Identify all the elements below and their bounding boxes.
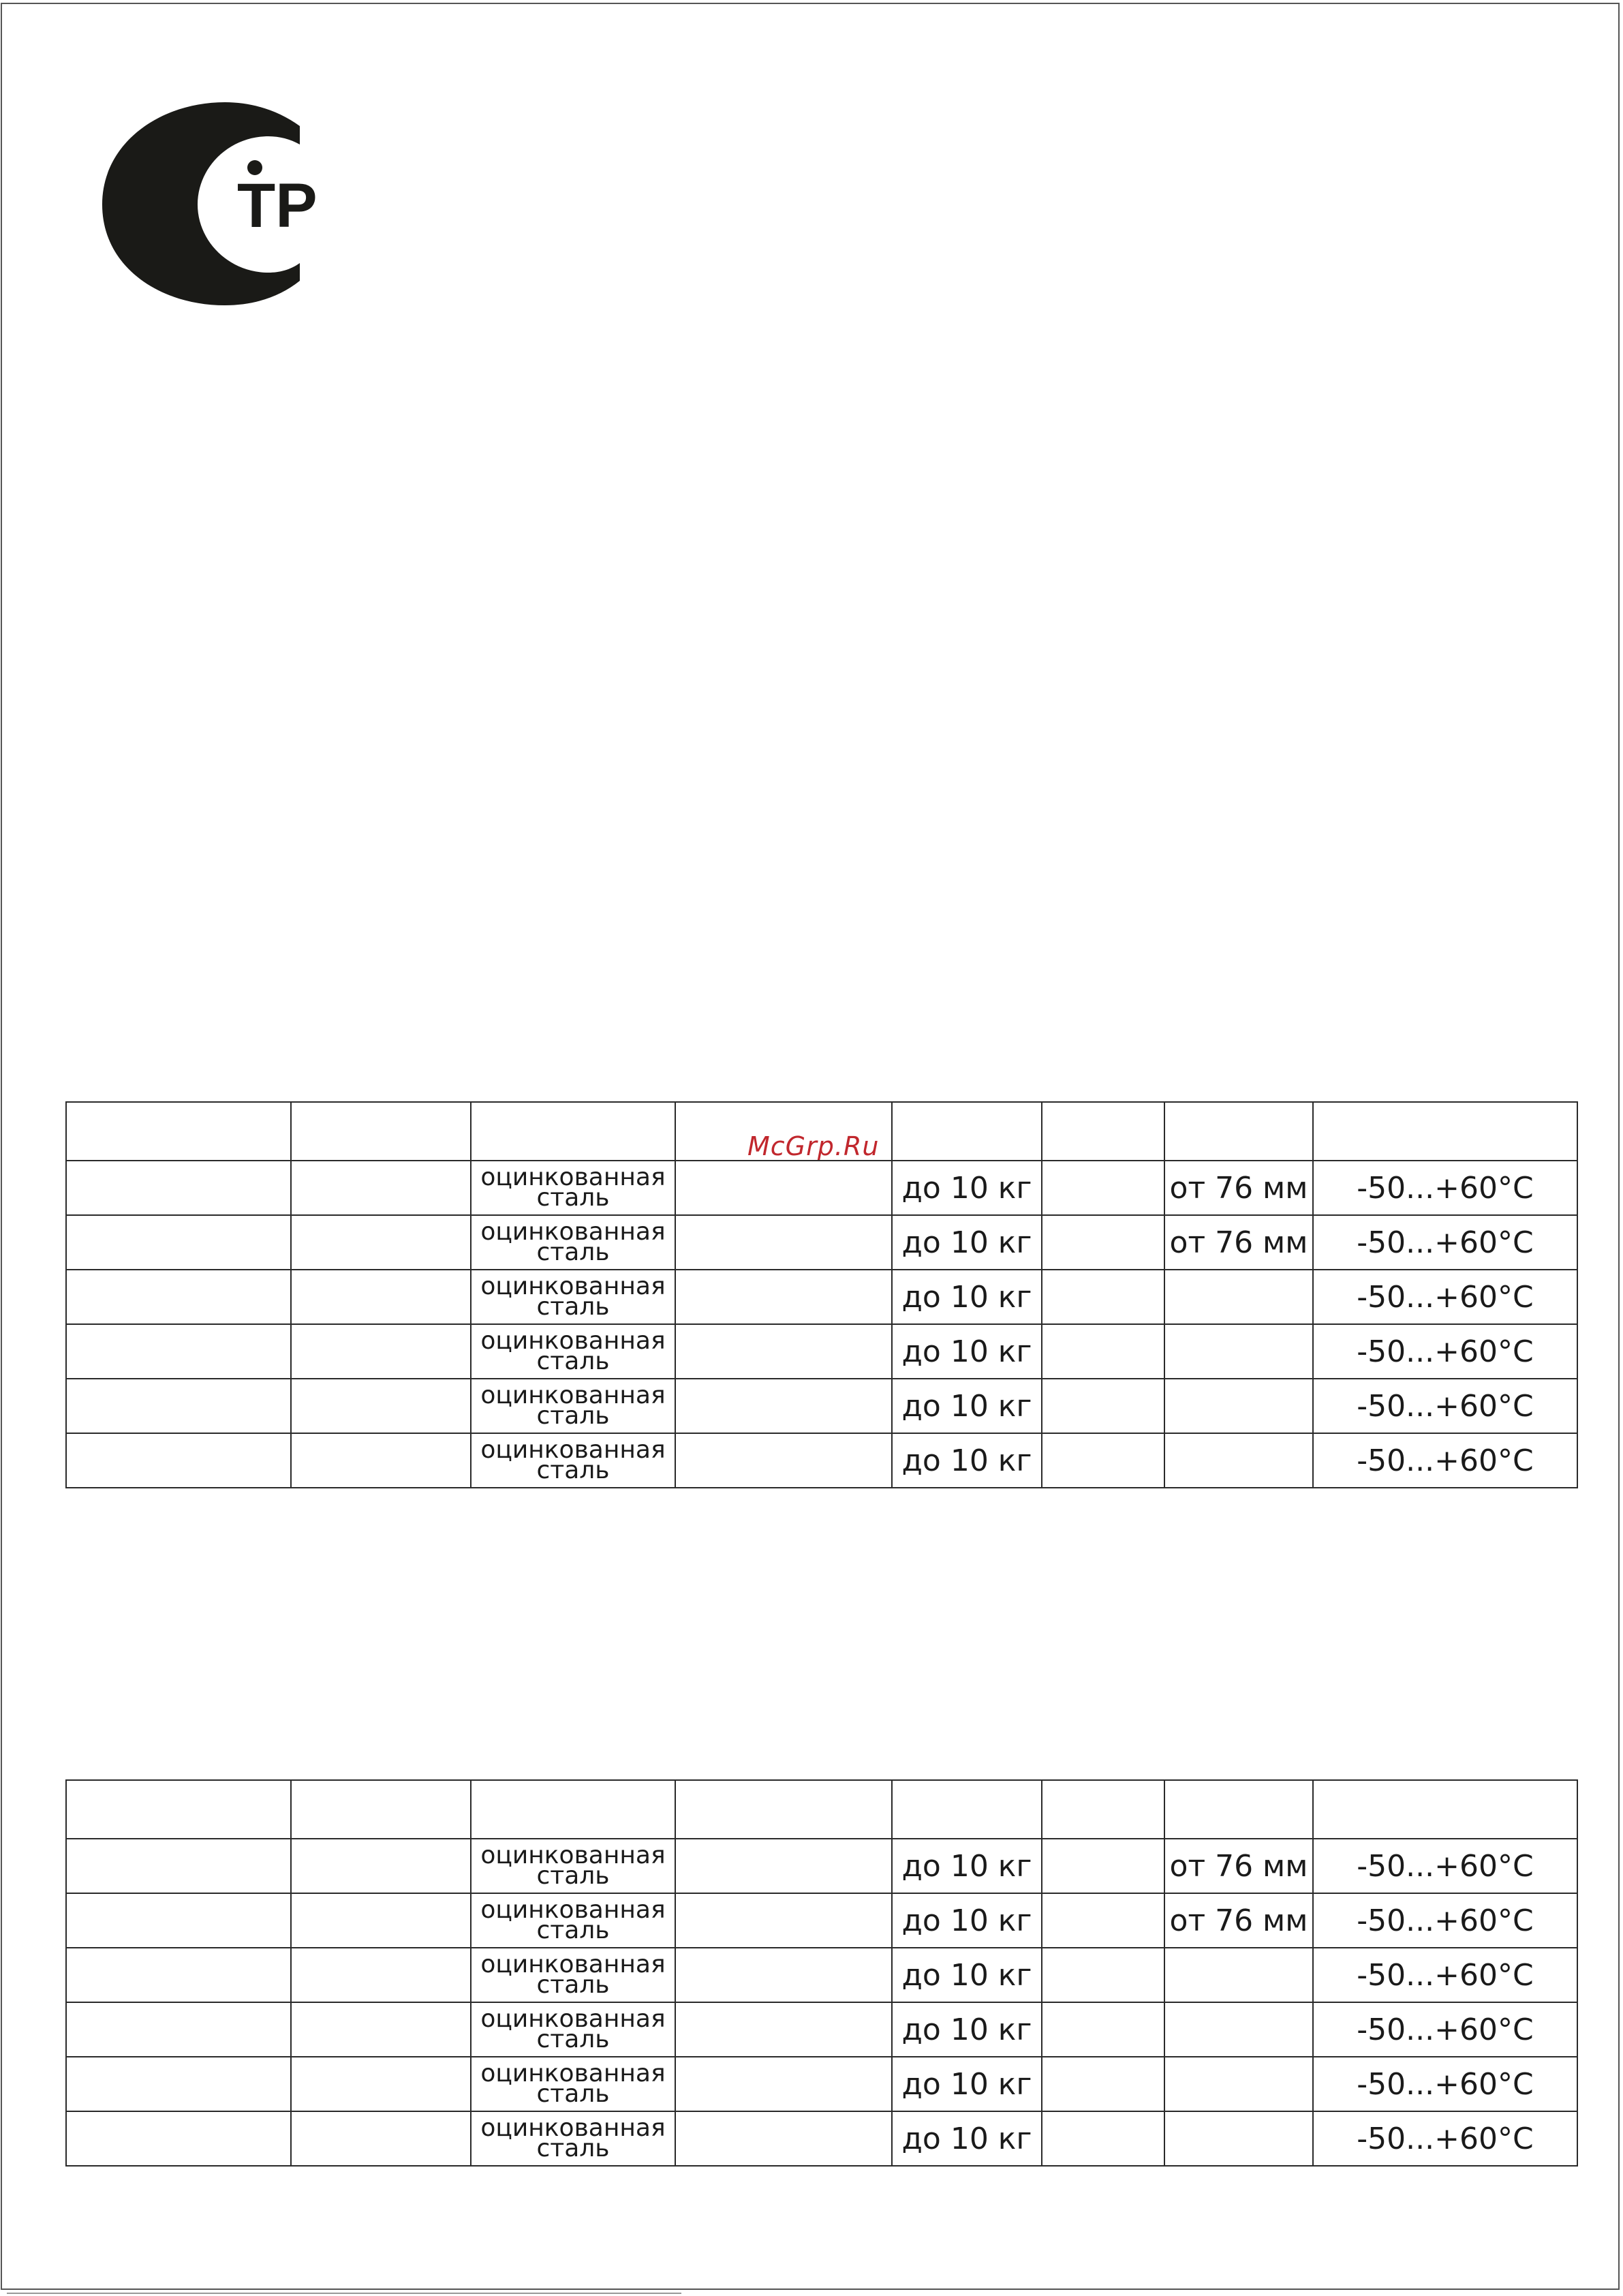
header-cell <box>675 1780 892 1839</box>
material-cell-text: оцинкованная <box>480 2060 666 2087</box>
material-cell <box>471 1379 675 1433</box>
load-cell-text: до 10 кг <box>901 1957 1032 1993</box>
material-cell <box>471 2002 675 2057</box>
diameter-cell <box>1164 1324 1313 1379</box>
load-cell-text: до 10 кг <box>901 1279 1032 1315</box>
table-header-row <box>66 1102 1577 1161</box>
table-row <box>66 2002 1577 2057</box>
material-cell-text: сталь <box>536 2025 610 2053</box>
empty-cell <box>1042 1948 1164 2002</box>
temperature-cell <box>1313 1433 1577 1488</box>
header-cell <box>1042 1102 1164 1161</box>
empty-cell <box>66 2002 291 2057</box>
diameter-cell <box>1164 1161 1313 1215</box>
table-row <box>66 1324 1577 1379</box>
load-cell <box>892 2002 1042 2057</box>
material-cell-text: сталь <box>536 1971 610 1999</box>
diameter-cell <box>1164 1839 1313 1893</box>
diameter-cell <box>1164 1379 1313 1433</box>
temperature-cell-text: -50...+60°C <box>1357 1848 1534 1884</box>
empty-cell <box>291 1839 471 1893</box>
material-cell <box>471 1270 675 1324</box>
empty-cell <box>675 2002 892 2057</box>
material-cell <box>471 1215 675 1270</box>
load-cell-text: до 10 кг <box>901 1170 1032 1206</box>
material-cell-text: сталь <box>536 1862 610 1890</box>
diameter-cell <box>1164 1215 1313 1270</box>
empty-cell <box>291 2057 471 2111</box>
header-cell <box>1313 1780 1577 1839</box>
empty-cell <box>291 1893 471 1948</box>
empty-cell <box>1042 1379 1164 1433</box>
empty-cell <box>66 1948 291 2002</box>
empty-cell <box>675 1215 892 1270</box>
diameter-cell-text: от 76 мм <box>1169 1903 1308 1938</box>
temperature-cell-text: -50...+60°C <box>1357 2121 1534 2156</box>
empty-cell <box>675 1839 892 1893</box>
table-row <box>66 1379 1577 1433</box>
load-cell <box>892 1893 1042 1948</box>
material-cell-text: сталь <box>536 1916 610 1944</box>
temperature-cell <box>1313 1948 1577 2002</box>
temperature-cell-text: -50...+60°C <box>1357 2066 1534 2102</box>
diameter-cell <box>1164 2057 1313 2111</box>
eac-tr-logo <box>95 102 341 313</box>
material-cell <box>471 1324 675 1379</box>
empty-cell <box>66 2111 291 2166</box>
diameter-cell <box>1164 1893 1313 1948</box>
load-cell-text: до 10 кг <box>901 1903 1032 1938</box>
logo-text: ТР <box>237 171 318 241</box>
material-cell-text: оцинкованная <box>480 1950 666 1978</box>
watermark: McGrp.Ru <box>747 1131 880 1161</box>
diameter-cell-text: от 76 мм <box>1169 1170 1308 1206</box>
temperature-cell <box>1313 2111 1577 2166</box>
empty-cell <box>291 1215 471 1270</box>
temperature-cell <box>1313 1270 1577 1324</box>
table-row <box>66 2057 1577 2111</box>
empty-cell <box>1042 1893 1164 1948</box>
empty-cell <box>675 1948 892 2002</box>
material-cell-text: сталь <box>536 1293 610 1321</box>
material-cell <box>471 1839 675 1893</box>
material-cell-text: оцинкованная <box>480 1327 666 1355</box>
empty-cell <box>291 1161 471 1215</box>
empty-cell <box>66 1215 291 1270</box>
empty-cell <box>291 1948 471 2002</box>
empty-cell <box>291 2002 471 2057</box>
load-cell <box>892 1839 1042 1893</box>
temperature-cell <box>1313 2002 1577 2057</box>
temperature-cell-text: -50...+60°C <box>1357 1279 1534 1315</box>
empty-cell <box>1042 2057 1164 2111</box>
empty-cell <box>675 1270 892 1324</box>
header-cell <box>471 1780 675 1839</box>
material-cell-text: сталь <box>536 1456 610 1484</box>
load-cell <box>892 1161 1042 1215</box>
temperature-cell <box>1313 1324 1577 1379</box>
temperature-cell-text: -50...+60°C <box>1357 1334 1534 1369</box>
diameter-cell <box>1164 2111 1313 2166</box>
temperature-cell <box>1313 1215 1577 1270</box>
empty-cell <box>291 1379 471 1433</box>
table-row <box>66 1948 1577 2002</box>
temperature-cell-text: -50...+60°C <box>1357 1225 1534 1260</box>
empty-cell <box>675 1893 892 1948</box>
load-cell-text: до 10 кг <box>901 2066 1032 2102</box>
diameter-cell <box>1164 1948 1313 2002</box>
empty-cell <box>66 1839 291 1893</box>
empty-cell <box>1042 1839 1164 1893</box>
empty-cell <box>675 2057 892 2111</box>
load-cell <box>892 1324 1042 1379</box>
load-cell <box>892 1433 1042 1488</box>
load-cell-text: до 10 кг <box>901 1388 1032 1424</box>
material-cell-text: оцинкованная <box>480 1896 666 1924</box>
material-cell <box>471 1161 675 1215</box>
material-cell-text: сталь <box>536 2080 610 2108</box>
material-cell-text: оцинкованная <box>480 2005 666 2033</box>
temperature-cell <box>1313 2057 1577 2111</box>
table-row <box>66 1893 1577 1948</box>
load-cell <box>892 1948 1042 2002</box>
material-cell <box>471 1893 675 1948</box>
material-cell-text: оцинкованная <box>480 1841 666 1869</box>
empty-cell <box>1042 2111 1164 2166</box>
load-cell <box>892 1215 1042 1270</box>
empty-cell <box>675 1324 892 1379</box>
empty-cell <box>675 1161 892 1215</box>
material-cell-text: оцинкованная <box>480 1272 666 1300</box>
load-cell <box>892 2057 1042 2111</box>
table-header-row <box>66 1780 1577 1839</box>
diameter-cell-text: от 76 мм <box>1169 1225 1308 1260</box>
table-row <box>66 1270 1577 1324</box>
empty-cell <box>675 2111 892 2166</box>
material-cell <box>471 1948 675 2002</box>
load-cell <box>892 2111 1042 2166</box>
empty-cell <box>66 1161 291 1215</box>
empty-cell <box>291 1324 471 1379</box>
material-cell-text: оцинкованная <box>480 1436 666 1464</box>
temperature-cell <box>1313 1161 1577 1215</box>
empty-cell <box>1042 1270 1164 1324</box>
header-cell <box>291 1102 471 1161</box>
table-row <box>66 1161 1577 1215</box>
load-cell-text: до 10 кг <box>901 1225 1032 1260</box>
material-cell-text: оцинкованная <box>480 1218 666 1246</box>
material-cell-text: сталь <box>536 1238 610 1266</box>
header-cell <box>66 1102 291 1161</box>
spec-table-1 <box>65 1101 1578 1488</box>
material-cell-text: оцинкованная <box>480 1381 666 1409</box>
empty-cell <box>291 2111 471 2166</box>
header-cell <box>1313 1102 1577 1161</box>
temperature-cell-text: -50...+60°C <box>1357 1170 1534 1206</box>
empty-cell <box>66 1379 291 1433</box>
table-row <box>66 1215 1577 1270</box>
material-cell <box>471 2057 675 2111</box>
empty-cell <box>1042 1161 1164 1215</box>
header-cell <box>291 1780 471 1839</box>
page-footer-line <box>7 2293 681 2294</box>
temperature-cell-text: -50...+60°C <box>1357 1903 1534 1938</box>
empty-cell <box>291 1270 471 1324</box>
empty-cell <box>291 1433 471 1488</box>
temperature-cell <box>1313 1893 1577 1948</box>
header-cell <box>1042 1780 1164 1839</box>
material-cell <box>471 1433 675 1488</box>
header-cell <box>892 1102 1042 1161</box>
load-cell-text: до 10 кг <box>901 1443 1032 1478</box>
header-cell <box>1164 1780 1313 1839</box>
empty-cell <box>66 1433 291 1488</box>
header-cell <box>1164 1102 1313 1161</box>
material-cell-text: оцинкованная <box>480 1163 666 1191</box>
material-cell-text: сталь <box>536 1347 610 1375</box>
table-row <box>66 2111 1577 2166</box>
load-cell <box>892 1270 1042 1324</box>
empty-cell <box>1042 1324 1164 1379</box>
header-cell <box>675 1102 892 1161</box>
temperature-cell-text: -50...+60°C <box>1357 1957 1534 1993</box>
material-cell <box>471 2111 675 2166</box>
spec-table-2 <box>65 1779 1578 2167</box>
material-cell-text: сталь <box>536 2134 610 2162</box>
table-row <box>66 1839 1577 1893</box>
temperature-cell <box>1313 1379 1577 1433</box>
diameter-cell <box>1164 1270 1313 1324</box>
material-cell-text: оцинкованная <box>480 2114 666 2142</box>
empty-cell <box>66 1324 291 1379</box>
empty-cell <box>675 1433 892 1488</box>
temperature-cell-text: -50...+60°C <box>1357 1388 1534 1424</box>
material-cell-text: сталь <box>536 1184 610 1212</box>
diameter-cell <box>1164 2002 1313 2057</box>
diameter-cell <box>1164 1433 1313 1488</box>
temperature-cell-text: -50...+60°C <box>1357 1443 1534 1478</box>
empty-cell <box>1042 1215 1164 1270</box>
empty-cell <box>1042 1433 1164 1488</box>
header-cell <box>892 1780 1042 1839</box>
load-cell-text: до 10 кг <box>901 1848 1032 1884</box>
diameter-cell-text: от 76 мм <box>1169 1848 1308 1884</box>
empty-cell <box>1042 2002 1164 2057</box>
empty-cell <box>66 2057 291 2111</box>
empty-cell <box>66 1270 291 1324</box>
empty-cell <box>675 1379 892 1433</box>
load-cell <box>892 1379 1042 1433</box>
temperature-cell-text: -50...+60°C <box>1357 2012 1534 2047</box>
header-cell <box>66 1780 291 1839</box>
empty-cell <box>66 1893 291 1948</box>
temperature-cell <box>1313 1839 1577 1893</box>
load-cell-text: до 10 кг <box>901 2121 1032 2156</box>
load-cell-text: до 10 кг <box>901 2012 1032 2047</box>
table-row <box>66 1433 1577 1488</box>
header-cell <box>471 1102 675 1161</box>
load-cell-text: до 10 кг <box>901 1334 1032 1369</box>
material-cell-text: сталь <box>536 1402 610 1430</box>
